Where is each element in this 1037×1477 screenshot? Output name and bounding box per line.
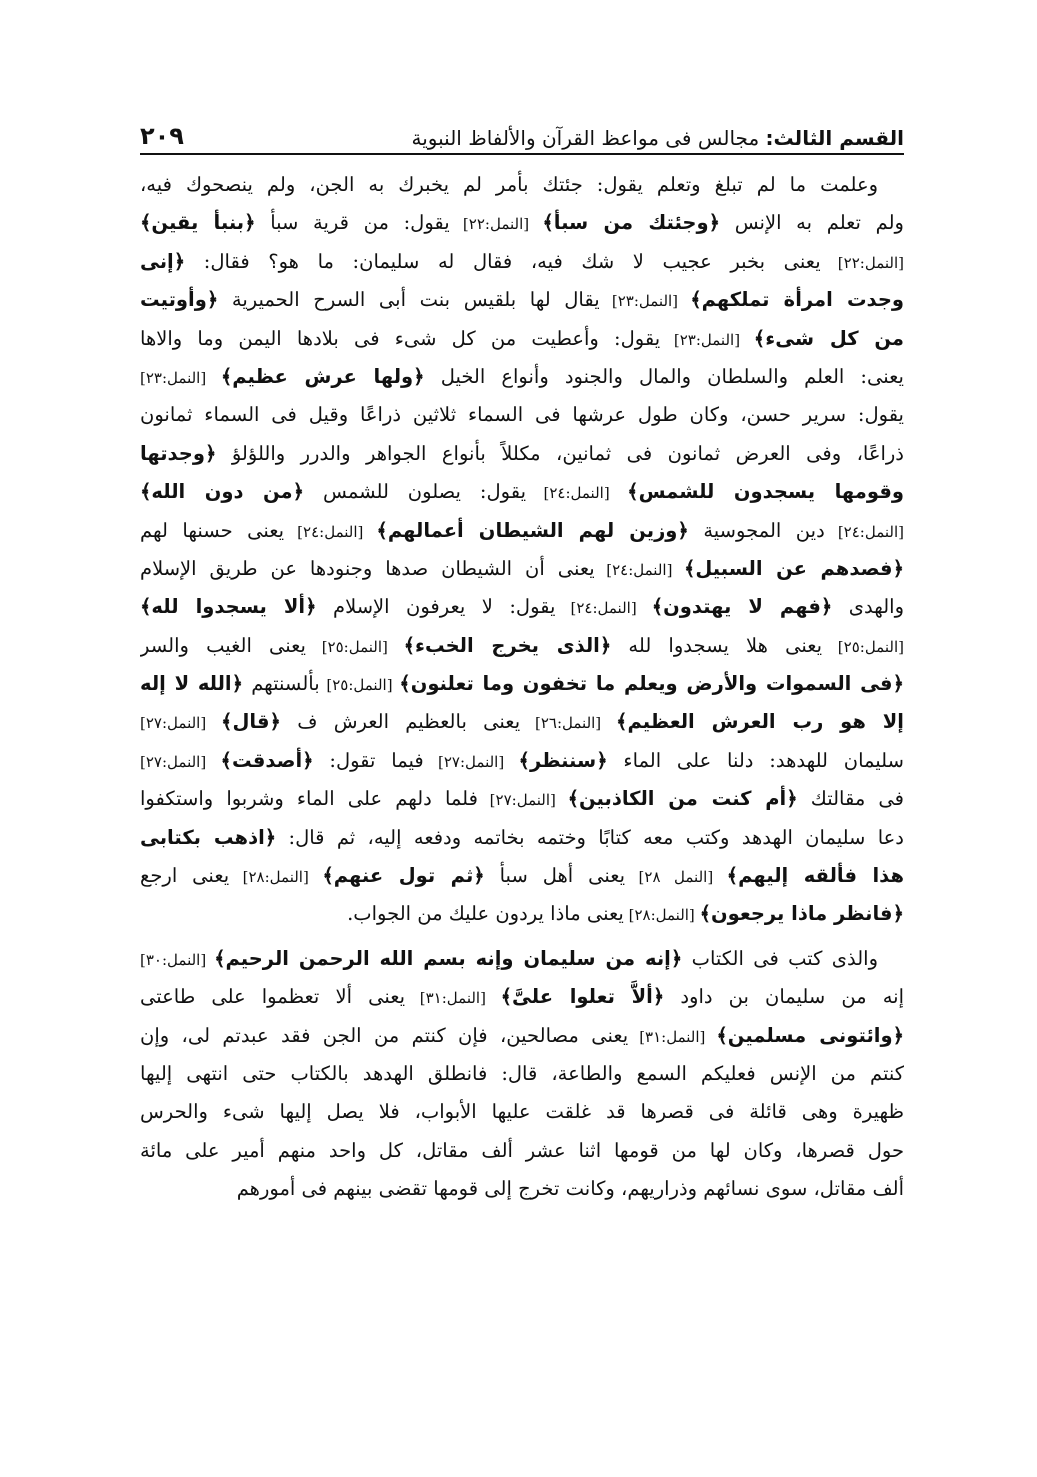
text-run: يقال لها بلقيس بنت أبى السرح الحميرية xyxy=(218,288,600,312)
text-line xyxy=(140,204,904,242)
verse-reference: [النمل:٢٧] xyxy=(423,752,519,771)
quran-quote: من كل شىء﴾ xyxy=(753,326,904,350)
text-run: حول قصرها، وكان لها من قومها اثنا عشر ألف مقاتل، كل واحد منهم أمير على مائة xyxy=(140,1138,904,1162)
text-line xyxy=(140,550,904,588)
text-run: فى مقالتك xyxy=(797,787,904,811)
quran-quote: ﴿اذهب بكتابى xyxy=(140,825,277,849)
text-run: يعنى أهل سبأ xyxy=(484,864,626,888)
verse-reference: [النمل:٢٣] xyxy=(140,368,221,387)
text-run: يعنى أن الشيطان صدها وجنودها عن طريق الإسلام xyxy=(140,556,595,580)
text-line xyxy=(140,895,904,933)
section-label: القسم الثالث: xyxy=(765,126,904,150)
verse-reference: [النمل:٢٧] xyxy=(477,791,568,810)
verse-reference: [النمل:٢٥] xyxy=(822,637,904,656)
verse-reference: [النمل:٢٤] xyxy=(284,522,377,541)
page-header xyxy=(140,104,904,150)
quran-quote: ﴿قال﴾ xyxy=(221,710,281,734)
text-run: يعنى مصالحين، فإن كنتم من الجن فقد عبدتم لى، وإن xyxy=(140,1023,629,1047)
text-line xyxy=(140,703,904,741)
text-line xyxy=(140,978,904,1016)
text-run: ذراعًا، وفى العرض ثمانون فى ثمانين، مكللاً بأنواع الجواهر والدرر واللؤلؤ xyxy=(216,441,904,465)
text-run: فلما دلهم على الماء وشربوا واستكفوا xyxy=(140,787,478,811)
text-line xyxy=(140,166,904,204)
page-body xyxy=(140,166,904,1209)
text-line xyxy=(140,512,904,550)
text-run: دعا سليمان الهدهد وكتب معه كتابًا وختمه بخاتمه ودفعه إليه، ثم قال: xyxy=(276,825,904,849)
quran-quote: ﴿الذى يخرج الخبء﴾ xyxy=(403,633,612,657)
text-line xyxy=(140,819,904,857)
quran-quote: ﴿سننظر﴾ xyxy=(518,748,608,772)
text-run: يقول: من قرية سبأ xyxy=(255,211,450,235)
verse-reference: [النمل:٢٨] xyxy=(229,868,323,887)
quran-quote: ﴿فانظر ماذا يرجعون﴾ xyxy=(699,902,904,926)
text-line xyxy=(140,627,904,665)
quran-quote: ﴿ثم تول عنهم﴾ xyxy=(322,864,485,888)
quran-quote: ﴿وائتونى مسلمين﴾ xyxy=(716,1023,904,1047)
text-line xyxy=(140,435,904,473)
quran-quote: ﴿وجدتها xyxy=(140,441,217,465)
verse-reference: [النمل:٢٦] xyxy=(520,714,617,733)
text-line xyxy=(140,1093,904,1131)
text-line xyxy=(140,857,904,895)
text-line xyxy=(140,1132,904,1170)
verse-reference: [النمل:٢٧] xyxy=(140,752,221,771)
quran-quote: ﴿وزين لهم الشيطان أعمالهم﴾ xyxy=(376,518,689,542)
text-run: يعنى ارجع xyxy=(140,864,230,888)
quran-quote: ﴿فصدهم عن السبيل﴾ xyxy=(683,556,904,580)
text-run: يقول: يصلون للشمس xyxy=(304,480,526,504)
verse-reference: [النمل:٢٤] xyxy=(594,560,684,579)
quran-quote: وجدت امرأة تملكهم﴾ xyxy=(690,288,904,312)
text-line xyxy=(140,243,904,281)
verse-reference: [النمل:٢٥] xyxy=(305,637,404,656)
verse-reference: [النمل:٢٥] xyxy=(319,676,400,695)
quran-quote: ﴿أم كنت من الكاذبين﴾ xyxy=(567,787,798,811)
text-run: وعلمت ما لم تبلغ وتعلم يقول: جئتك بأمر لم يخبرك به الجن، ولم ينصحوك فيه، xyxy=(140,173,878,196)
quran-quote: ﴿ألاَّ تعلوا علىَّ﴾ xyxy=(500,985,665,1009)
quran-quote: ﴿إنى xyxy=(140,249,186,273)
text-run: يعنى بخبر عجيب لا شك فيه، فقال له سليمان: ما هو؟ فقال: xyxy=(185,249,821,273)
verse-reference: [النمل:٢٢] xyxy=(449,215,543,234)
text-run: يعنى الغيب والسر xyxy=(140,633,306,657)
text-run: بألسنتهم xyxy=(243,672,320,696)
quran-quote: ﴿أصدقت﴾ xyxy=(220,748,314,772)
verse-reference: [النمل:٢٨] xyxy=(623,906,700,925)
text-line xyxy=(140,1170,904,1208)
verse-reference: [النمل:٢٤] xyxy=(526,484,628,503)
verse-reference: [النمل:٣٠] xyxy=(140,950,215,969)
quran-quote: ﴿فى السموات والأرض ويعلم ما تخفون وما تعلنون﴾ xyxy=(399,672,904,696)
verse-reference: [النمل:٢٣] xyxy=(599,292,691,311)
text-run: يعنى حسنها لهم xyxy=(140,518,285,542)
verse-reference: [النمل ٢٨] xyxy=(625,868,727,887)
text-line xyxy=(140,281,904,319)
text-line xyxy=(140,940,904,978)
quran-quote: إلا هو رب العرش العظيم﴾ xyxy=(616,710,904,734)
text-line xyxy=(140,1017,904,1055)
verse-reference: [النمل:٢٢] xyxy=(820,253,904,272)
header-rule xyxy=(140,153,904,155)
verse-reference: [النمل:٢٣] xyxy=(660,330,754,349)
quran-quote: ﴿فهم لا يهتدون﴾ xyxy=(651,595,833,619)
text-run: والهدى xyxy=(832,595,904,619)
text-run: ولم تعلم به الإنس xyxy=(720,211,904,235)
running-title xyxy=(412,126,905,150)
quran-quote: ﴿إنه من سليمان وإنه بسم الله الرحمن الرحيم﴾ xyxy=(214,946,683,970)
verse-reference: [النمل:٣١] xyxy=(628,1027,717,1046)
text-run: فيما تقول: xyxy=(313,748,424,772)
text-line xyxy=(140,588,904,626)
verse-reference: [النمل:٢٧] xyxy=(140,714,222,733)
verse-reference: [النمل:٢٤] xyxy=(555,599,652,618)
text-run: يقول: سرير حسن، وكان طول عرشها فى السماء ثلاثين ذراعًا وقيل فى السماء ثمانون xyxy=(140,403,904,427)
book-title: مجالس فى مواعظ القرآن والألفاظ النبوية xyxy=(411,126,760,150)
text-line xyxy=(140,320,904,358)
text-run: سليمان للهدهد: دلنا على الماء xyxy=(607,748,904,772)
text-line xyxy=(140,665,904,703)
text-line xyxy=(140,473,904,511)
text-line xyxy=(140,396,904,434)
page-number: ٢٠٩ xyxy=(140,122,184,150)
text-run: يعنى ماذا يردون عليك من الجواب. xyxy=(347,902,624,926)
text-line xyxy=(140,742,904,780)
quran-quote: ﴿ولها عرش عظيم﴾ xyxy=(220,364,425,388)
verse-reference: [النمل:٣١] xyxy=(405,989,501,1008)
text-line xyxy=(140,358,904,396)
text-line xyxy=(140,780,904,818)
text-run: يعنى هلا يسجدوا لله xyxy=(611,633,823,657)
text-run: ألف مقاتل، سوى نسائهم وذراريهم، وكانت تخرج إلى قومها تقضى بينهم فى أمورهم xyxy=(236,1177,904,1201)
quran-quote: ﴿الله لا إله xyxy=(140,672,244,696)
text-run: إنه من سليمان بن داود xyxy=(664,985,904,1009)
quran-quote: ﴿وجئتك من سبأ﴾ xyxy=(542,211,721,235)
quran-quote: ﴿ألا يسجدوا لله﴾ xyxy=(140,595,317,619)
text-run: دين المجوسية xyxy=(688,518,825,542)
quran-quote: ﴿وأوتيت xyxy=(140,288,219,312)
quran-quote: هذا فألقه إليهم﴾ xyxy=(726,864,904,888)
verse-reference: [النمل:٢٤] xyxy=(824,522,904,541)
text-run: يعنى بالعظيم العرش ف xyxy=(280,710,521,734)
text-run: يقول: لا يعرفون الإسلام xyxy=(316,595,556,619)
quran-quote: وقومها يسجدون للشمس﴾ xyxy=(627,480,904,504)
text-line xyxy=(140,1055,904,1093)
text-run: يعنى ألا تعظموا على طاعتى xyxy=(140,985,406,1009)
text-run: والذى كتب فى الكتاب xyxy=(682,946,878,970)
quran-quote: ﴿بنبأ يقين﴾ xyxy=(140,211,256,235)
quran-quote: ﴿من دون الله﴾ xyxy=(140,480,305,504)
text-run: كنتم من الإنس فعليكم السمع والطاعة، قال: فانطلق الهدهد بالكتاب حتى انتهى إليها xyxy=(140,1061,904,1085)
text-run: يعنى: العلم والسلطان والمال والجنود وأنواع الخيل xyxy=(424,364,904,388)
text-run: ظهيرة وهى قائلة فى قصرها قد غلقت عليها الأبواب، فلا يصل إليها شىء والحرس xyxy=(140,1100,904,1124)
text-run: يقول: وأعطيت من كل شىء فى بلادها اليمن وما والاها xyxy=(140,326,661,350)
